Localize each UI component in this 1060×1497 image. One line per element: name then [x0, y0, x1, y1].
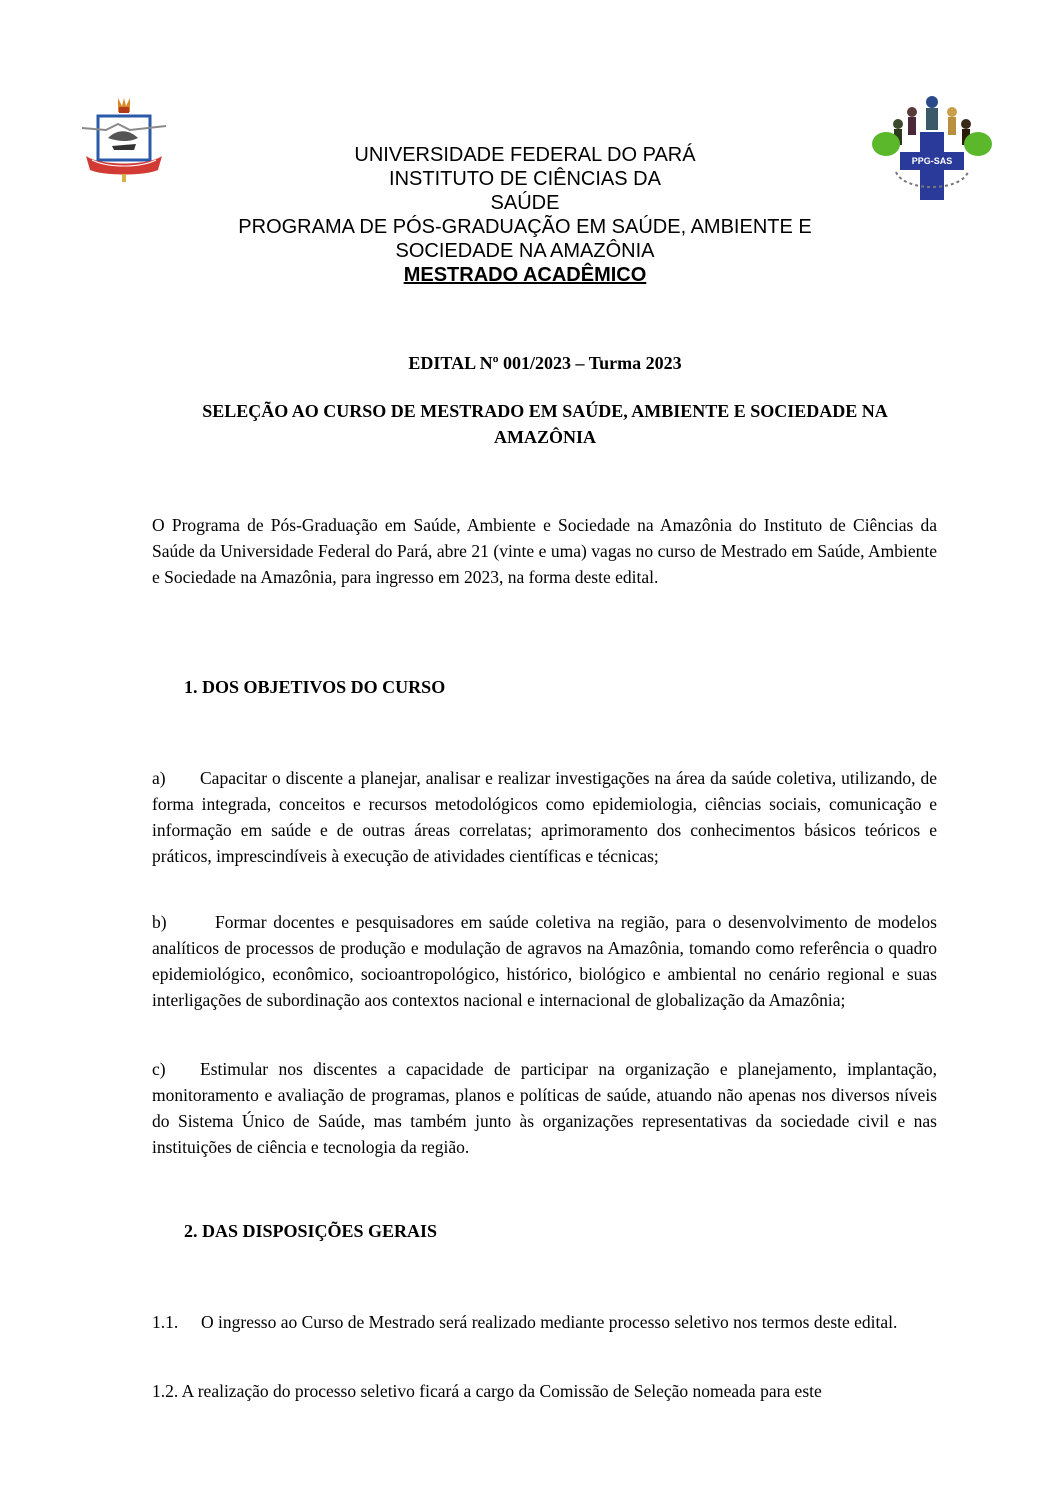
- edital-title: SELEÇÃO AO CURSO DE MESTRADO EM SAÚDE, AMBIENTE E SOCIEDADE NA AMAZÔNIA: [202, 401, 888, 447]
- clause-number: 1.2.: [152, 1381, 179, 1401]
- section-title-general-provisions: 2. DAS DISPOSIÇÕES GERAIS: [184, 1221, 438, 1241]
- header-subtitle: MESTRADO ACADÊMICO: [403, 264, 647, 286]
- institution-header: [200, 143, 850, 287]
- header-line-university: UNIVERSIDADE FEDERAL DO PARÁ: [354, 144, 696, 166]
- clause: [152, 1309, 912, 1335]
- intro-paragraph: O Programa de Pós-Graduação em Saúde, Ambiente e Sociedade na Amazônia do Instituto de Ciências da Saúde da Universidade Federal do Pará, abre 21 (vinte e uma) vagas no curso de Mestrado em Saúde, Ambiente e Sociedade na Amazônia, para ingresso em 2023, na forma deste edital.: [152, 515, 937, 587]
- header-line-program: PROGRAMA DE PÓS-GRADUAÇÃO EM SAÚDE, AMBIENTE E: [238, 216, 812, 238]
- clause-text: O ingresso ao Curso de Mestrado será realizado mediante processo seletivo nos termos deste edital.: [201, 1312, 898, 1332]
- clause-text: A realização do processo seletivo ficará a cargo da Comissão de Seleção nomeada para este: [181, 1381, 822, 1401]
- objective-item: [152, 765, 937, 869]
- ppgsas-cross-logo-icon: [868, 92, 996, 208]
- clause: [152, 1378, 912, 1404]
- header-line-institute-cont: SAÚDE: [490, 192, 560, 214]
- objective-item-label: a): [152, 768, 166, 788]
- header-line-institute: INSTITUTO DE CIÊNCIAS DA: [389, 168, 661, 190]
- clause-number: 1.1.: [152, 1312, 179, 1332]
- objective-item-label: c): [152, 1059, 166, 1079]
- header-line-program-cont: SOCIEDADE NA AMAZÔNIA: [395, 240, 655, 262]
- objective-item-text: Formar docentes e pesquisadores em saúde coletiva na região, para o desenvolvimento de modelos analíticos de processos de produção e modulação de agravos na Amazônia, tomando como referência o quadro epidemiológico, econômico, socioantropológico, histórico, biológico e ambiental no cenário regional e suas interligações de subordinação aos contextos nacional e internacional de globalização da Amazônia;: [152, 912, 937, 1010]
- objective-item: [152, 1056, 937, 1160]
- objective-item-label: b): [152, 912, 167, 932]
- ufpa-coat-of-arms-icon: [78, 94, 170, 186]
- ppgsas-logo-label: PPG-SAS: [911, 156, 953, 166]
- section-title-objectives: 1. DOS OBJETIVOS DO CURSO: [184, 677, 446, 697]
- objective-item: [152, 909, 937, 1013]
- objective-item-text: Capacitar o discente a planejar, analisar e realizar investigações na área da saúde coletiva, utilizando, de forma integrada, conceitos e recursos metodológicos como epidemiologia, ciências sociais, comunicação e informação em saúde e de outras áreas correlatas; aprimoramento dos conhecimentos básicos teóricos e práticos, imprescindíveis à execução de atividades científicas e técnicas;: [152, 768, 937, 866]
- objective-item-text: Estimular nos discentes a capacidade de participar na organização e planejamento, implantação, monitoramento e avaliação de programas, planos e políticas de saúde, atuando não apenas nos diversos níveis do Sistema Único de Saúde, mas também junto às organizações representativas da sociedade civil e nas instituições de ciência e tecnologia da região.: [152, 1059, 937, 1157]
- edital-number: EDITAL Nº 001/2023 – Turma 2023: [408, 353, 682, 373]
